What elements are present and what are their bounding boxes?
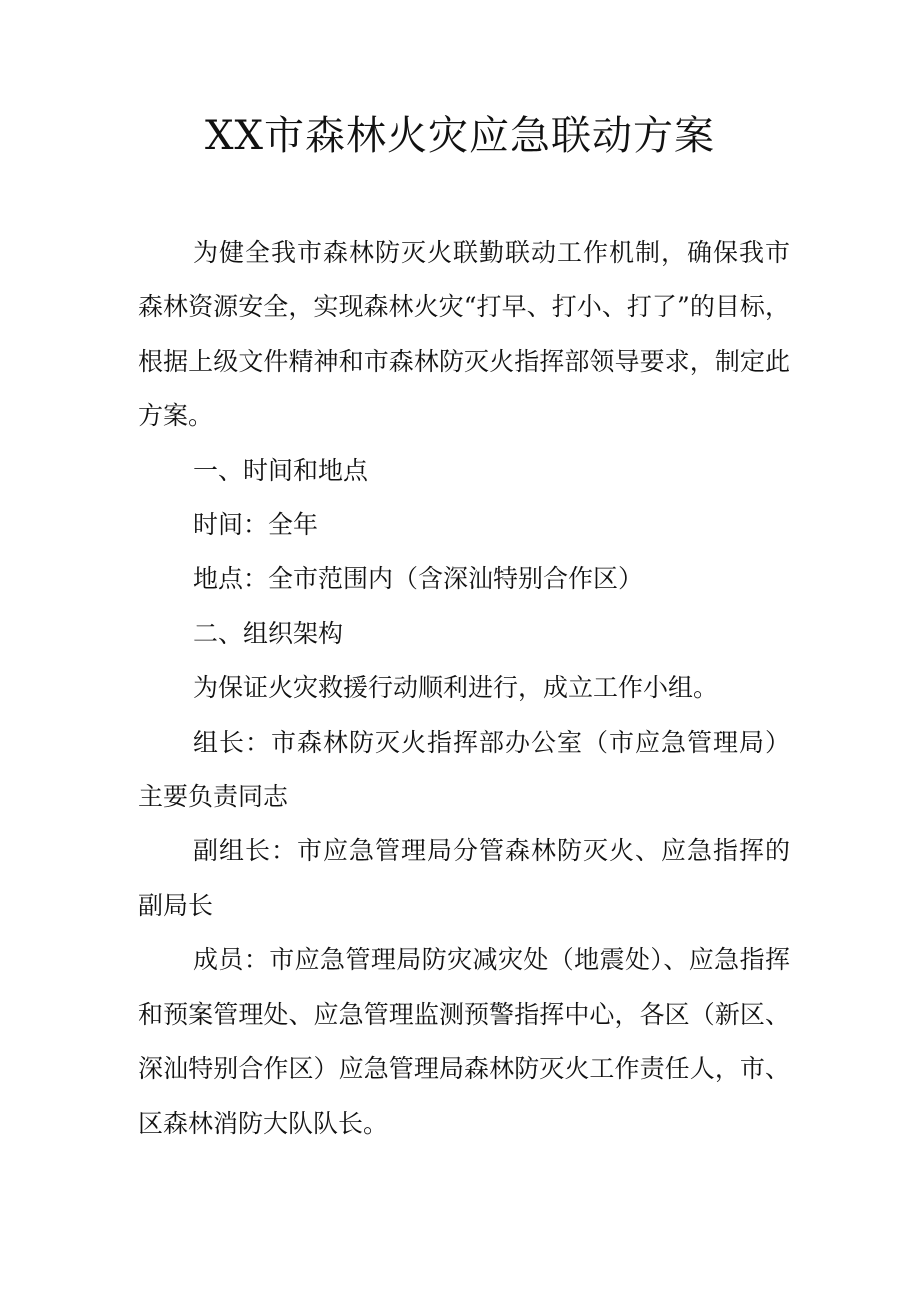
document-title: XX市森林火灾应急联动方案 — [205, 113, 715, 159]
section-heading-organization: 二、组织架构 — [193, 618, 344, 648]
members-paragraph: 成员：市应急管理局防灾减灾处（地震处）、应急指挥和预案管理处、应急管理监测预警指挥中心，各区（新区、深汕特别合作区）应急管理局森林防灭火工作责任人，市、区森林消防大队队长。 — [138, 945, 790, 1138]
intro-paragraph: 为健全我市森林防灭火联勤联动工作机制，确保我市森林资源安全，实现森林火灾“打早、打小、打了”的目标，根据上级文件精神和市森林防灭火指挥部领导要求，制定此方案。 — [138, 238, 790, 431]
deputy-leader-paragraph: 副组长：市应急管理局分管森林防灭火、应急指挥的副局长 — [138, 836, 790, 920]
section-heading-time-place: 一、时间和地点 — [193, 455, 369, 485]
working-group-paragraph: 为保证火灾救援行动顺利进行，成立工作小组。 — [193, 673, 719, 703]
document-body — [138, 226, 790, 1151]
place-line: 地点：全市范围内（含深汕特别合作区） — [193, 564, 644, 594]
time-line: 时间：全年 — [193, 510, 319, 540]
team-leader-paragraph: 组长：市森林防灭火指挥部办公室（市应急管理局）主要负责同志 — [138, 727, 790, 812]
